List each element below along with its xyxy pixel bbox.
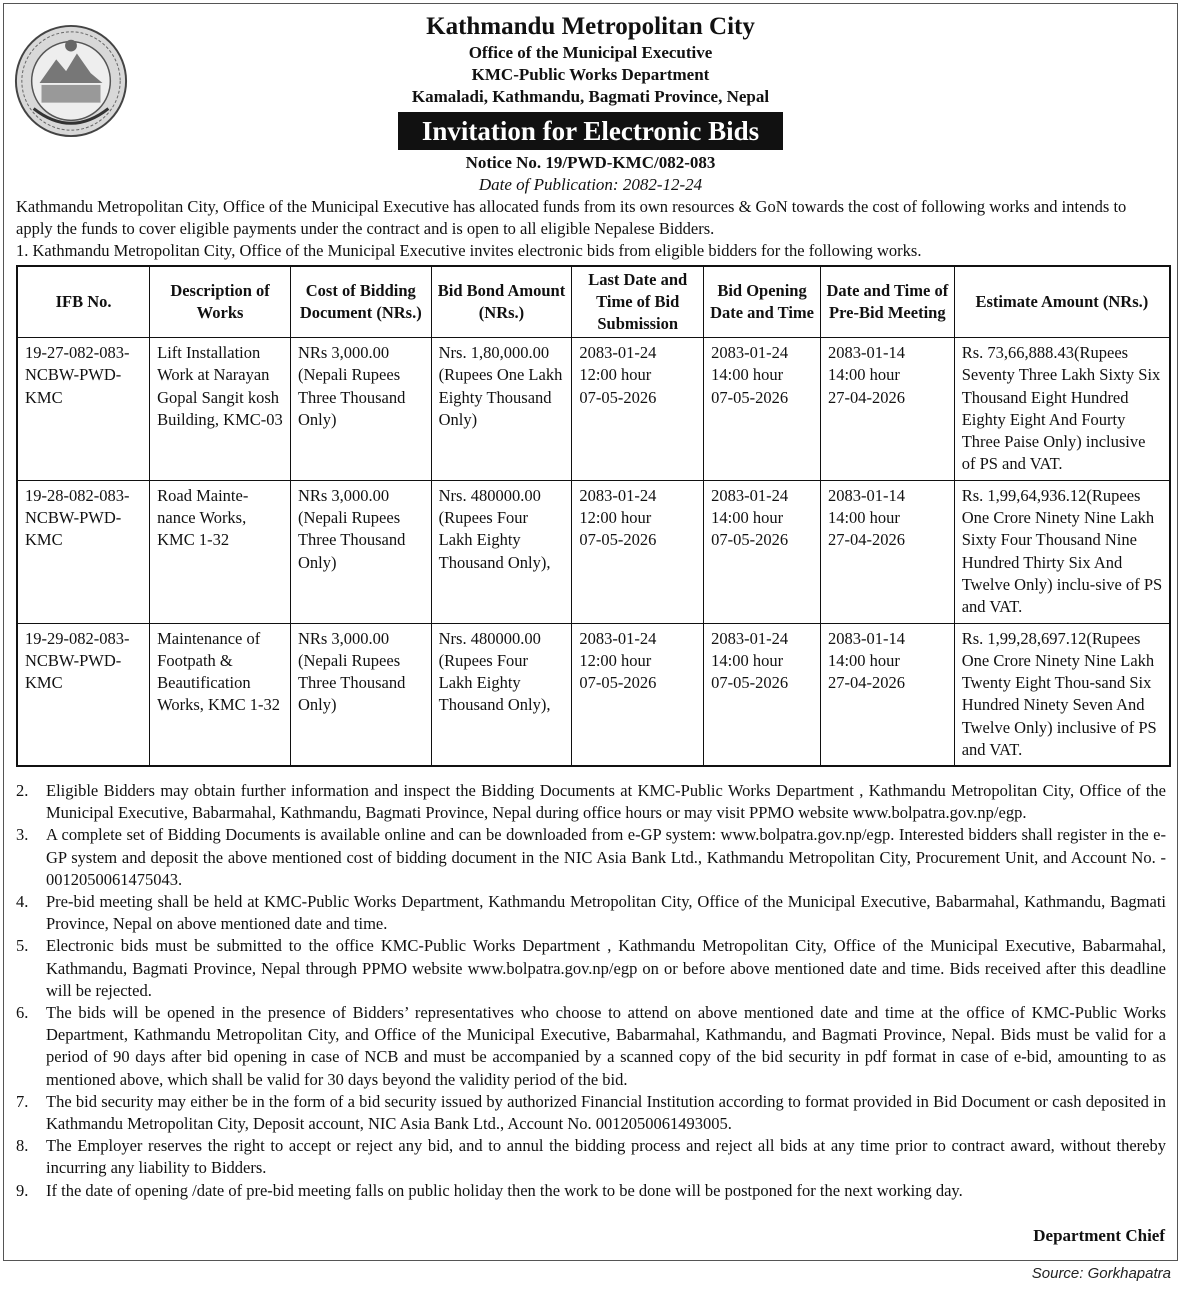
cell-description: Road Mainte-nance Works, KMC 1-32 bbox=[150, 480, 291, 623]
cell-opening bbox=[704, 338, 821, 481]
page-title: Invitation for Electronic Bids bbox=[398, 112, 783, 150]
cell-line: 07-05-2026 bbox=[579, 673, 657, 693]
notice-header bbox=[0, 12, 1181, 195]
cell-ifb: 19-27-082-083-NCBW-PWD-KMC bbox=[17, 338, 150, 481]
header-prebid: Date and Time of Pre-Bid Meeting bbox=[820, 266, 954, 338]
cell-line: 2083-01-14 bbox=[827, 628, 905, 648]
header-estimate: Estimate Amount (NRs.) bbox=[954, 266, 1170, 338]
office-name: Office of the Municipal Executive bbox=[468, 43, 713, 62]
cell-cost: NRs 3,000.00 (Nepali Rupees Three Thousand Only) bbox=[290, 623, 431, 766]
term-number: 3. bbox=[16, 825, 29, 845]
notice-number: Notice No. 19/PWD-KMC/082-083 bbox=[465, 153, 716, 172]
list-item bbox=[16, 780, 1166, 824]
list-item bbox=[16, 891, 1166, 935]
cell-line: 07-05-2026 bbox=[711, 387, 789, 407]
term-text: Electronic bids must be submitted to the office KMC-Public Works Department , Kathmandu Metropolitan City, Office of the Municipal Executive, Babarmahal, Kathmandu, Bagmati Province, Nepal through PPMO website www.bolpatra.gov.np/egp on or before above mentioned date and time. Bids received after this deadline will be rejected. bbox=[46, 936, 1166, 1000]
cell-line: 2083-01-24 bbox=[579, 485, 657, 505]
term-number: 4. bbox=[16, 892, 29, 912]
header-description: Description of Works bbox=[150, 266, 291, 338]
cell-prebid bbox=[820, 338, 954, 481]
table-row bbox=[17, 480, 1170, 623]
list-item bbox=[16, 1135, 1166, 1179]
header-bond: Bid Bond Amount (NRs.) bbox=[431, 266, 572, 338]
cell-opening bbox=[704, 480, 821, 623]
cell-line: 07-05-2026 bbox=[711, 673, 789, 693]
cell-estimate: Rs. 73,66,888.43(Rupees Seventy Three Lakh Sixty Six Thousand Eight Hundred Eighty Eight And Fourty Three Paise Only) inclusive of PS and VAT. bbox=[954, 338, 1170, 481]
term-text: The bids will be opened in the presence of Bidders’ representatives who choose to attend on above mentioned date and time at the office of KMC-Public Works Department, Kathmandu Metropolitan City, and Office of the Municipal Executive, Babarmahal, Kathmandu, and Bagmati Province, Nepal. Bids must be valid for a period of 90 days after bid opening in case of NCB and must be accompanied by a scanned copy of the bid security in pdf format in case of e-bid, amounting to as mentioned above, which shall be valid for 30 days beyond the validity period of the bid. bbox=[46, 1003, 1166, 1089]
cell-line: 27-04-2026 bbox=[827, 673, 905, 693]
address: Kamaladi, Kathmandu, Bagmati Province, Nepal bbox=[411, 87, 770, 106]
term-text: If the date of opening /date of pre-bid meeting falls on public holiday then the work to be done will be postponed for the next working day. bbox=[46, 1180, 963, 1200]
signoff: Department Chief bbox=[1033, 1226, 1165, 1245]
list-item bbox=[16, 1002, 1166, 1091]
cell-line: 14:00 hour bbox=[711, 508, 784, 528]
cell-estimate: Rs. 1,99,28,697.12(Rupees One Crore Ninety Nine Lakh Twenty Eight Thou-sand Six Hundred Ninety Seven And Twelve Only) inclusive of PS and VAT. bbox=[954, 623, 1170, 766]
table-row bbox=[17, 623, 1170, 766]
bids-table bbox=[16, 265, 1171, 767]
term-text: Eligible Bidders may obtain further information and inspect the Bidding Documents at KMC-Public Works Department , Kathmandu Metropolitan City, Office of the Municipal Executive, Babarmahal, Kathmandu, Bagmati Province, Nepal during office hours or may visit PPMO website www.bolpatra.gov.np/egp. bbox=[46, 781, 1166, 823]
header-ifb: IFB No. bbox=[17, 266, 150, 338]
term-text: The bid security may either be in the form of a bid security issued by authorized Financial Institution according to format provided in Bid Document or cash deposited in Kathmandu Metropolitan City, Deposit account, NIC Asia Bank Ltd., Account No. 0012050061493005. bbox=[46, 1091, 1166, 1134]
cell-line: 07-05-2026 bbox=[579, 530, 657, 550]
cell-line: 2083-01-24 bbox=[711, 628, 789, 648]
cell-description: Lift Installation Work at Narayan Gopal Sangit kosh Building, KMC-03 bbox=[150, 338, 291, 481]
intro-point-1: 1. Kathmandu Metropolitan City, Office of the Municipal Executive invites electronic bids from eligible bidders for the following works. bbox=[16, 241, 922, 260]
cell-bond: Nrs. 1,80,000.00 (Rupees One Lakh Eighty Thousand Only) bbox=[431, 338, 572, 481]
list-item bbox=[16, 824, 1166, 891]
cell-cost: NRs 3,000.00 (Nepali Rupees Three Thousand Only) bbox=[290, 338, 431, 481]
term-text: Pre-bid meeting shall be held at KMC-Public Works Department, Kathmandu Metropolitan City, Office of the Municipal Executive, Babarmahal, Kathmandu, Bagmati Province, Nepal on above mentioned date and time. bbox=[46, 892, 1166, 934]
list-item bbox=[16, 1180, 1166, 1202]
cell-line: 12:00 hour bbox=[579, 650, 652, 670]
cell-description: Maintenance of Footpath & Beautification Works, KMC 1-32 bbox=[150, 623, 291, 766]
cell-line: 07-05-2026 bbox=[711, 530, 789, 550]
cell-line: 14:00 hour bbox=[827, 508, 900, 528]
cell-line: 14:00 hour bbox=[711, 365, 784, 385]
term-number: 2. bbox=[16, 781, 29, 800]
term-number: 9. bbox=[16, 1180, 29, 1200]
cell-bond: Nrs. 480000.00 (Rupees Four Lakh Eighty Thousand Only), bbox=[431, 623, 572, 766]
cell-ifb: 19-29-082-083-NCBW-PWD-KMC bbox=[17, 623, 150, 766]
terms-list bbox=[16, 780, 1166, 1202]
cell-opening bbox=[704, 623, 821, 766]
cell-ifb: 19-28-082-083-NCBW-PWD-KMC bbox=[17, 480, 150, 623]
term-number: 5. bbox=[16, 936, 29, 956]
cell-bond: Nrs. 480000.00 (Rupees Four Lakh Eighty Thousand Only), bbox=[431, 480, 572, 623]
header-cost: Cost of Bidding Document (NRs.) bbox=[290, 266, 431, 338]
header-opening: Bid Opening Date and Time bbox=[704, 266, 821, 338]
intro-paragraph: Kathmandu Metropolitan City, Office of the Municipal Executive has allocated funds from its own resources & GoN towards the cost of following works and intends to apply the funds to cover eligible payments under the contract and is open to all eligible Nepalese Bidders. bbox=[16, 197, 1127, 238]
cell-line: 12:00 hour bbox=[579, 508, 652, 528]
cell-line: 27-04-2026 bbox=[827, 387, 905, 407]
cell-line: 14:00 hour bbox=[827, 365, 900, 385]
cell-prebid bbox=[820, 480, 954, 623]
term-number: 6. bbox=[16, 1003, 29, 1023]
term-text: The Employer reserves the right to accept or reject any bid, and to annul the bidding process and reject all bids at any time prior to contract award, without thereby incurring any liability to Bidders. bbox=[46, 1136, 1166, 1178]
list-item bbox=[16, 1091, 1166, 1135]
department-name: KMC-Public Works Department bbox=[471, 65, 710, 84]
cell-cost: NRs 3,000.00 (Nepali Rupees Three Thousand Only) bbox=[290, 480, 431, 623]
intro-text bbox=[16, 196, 1166, 262]
cell-last-date bbox=[572, 338, 704, 481]
table-header-row bbox=[17, 266, 1170, 338]
term-number: 8. bbox=[16, 1136, 29, 1156]
table-row bbox=[17, 338, 1170, 481]
cell-line: 2083-01-24 bbox=[711, 343, 789, 362]
cell-line: 07-05-2026 bbox=[579, 387, 657, 407]
organization-name: Kathmandu Metropolitan City bbox=[426, 13, 755, 40]
cell-line: 14:00 hour bbox=[827, 650, 900, 670]
cell-estimate: Rs. 1,99,64,936.12(Rupees One Crore Ninety Nine Lakh Sixty Four Thousand Nine Hundred Thirty Six And Twelve Only) inclu-sive of PS and VAT. bbox=[954, 480, 1170, 623]
publication-date: Date of Publication: 2082-12-24 bbox=[478, 175, 703, 194]
cell-last-date bbox=[572, 623, 704, 766]
cell-last-date bbox=[572, 480, 704, 623]
cell-line: 2083-01-24 bbox=[711, 485, 789, 505]
term-text: A complete set of Bidding Documents is available online and can be downloaded from e-GP system: www.bolpatra.gov.np/egp. Interested bidders shall register in the e-GP system and deposit the above mentioned cost of bidding document in the NIC Asia Bank Ltd., Kathmandu Metropolitan City, Procurement Unit, and Account No. - 0012050061475043. bbox=[46, 825, 1166, 889]
cell-line: 2083-01-24 bbox=[579, 343, 657, 362]
list-item bbox=[16, 935, 1166, 1002]
cell-prebid bbox=[820, 623, 954, 766]
cell-line: 2083-01-14 bbox=[827, 485, 905, 505]
cell-line: 27-04-2026 bbox=[827, 530, 905, 550]
source-credit: Source: Gorkhapatra bbox=[1031, 1265, 1171, 1282]
cell-line: 12:00 hour bbox=[579, 365, 652, 385]
cell-line: 2083-01-24 bbox=[579, 628, 657, 648]
header-last-date: Last Date and Time of Bid Submission bbox=[572, 266, 704, 338]
cell-line: 14:00 hour bbox=[711, 650, 784, 670]
cell-line: 2083-01-14 bbox=[827, 343, 905, 362]
term-number: 7. bbox=[16, 1091, 29, 1111]
